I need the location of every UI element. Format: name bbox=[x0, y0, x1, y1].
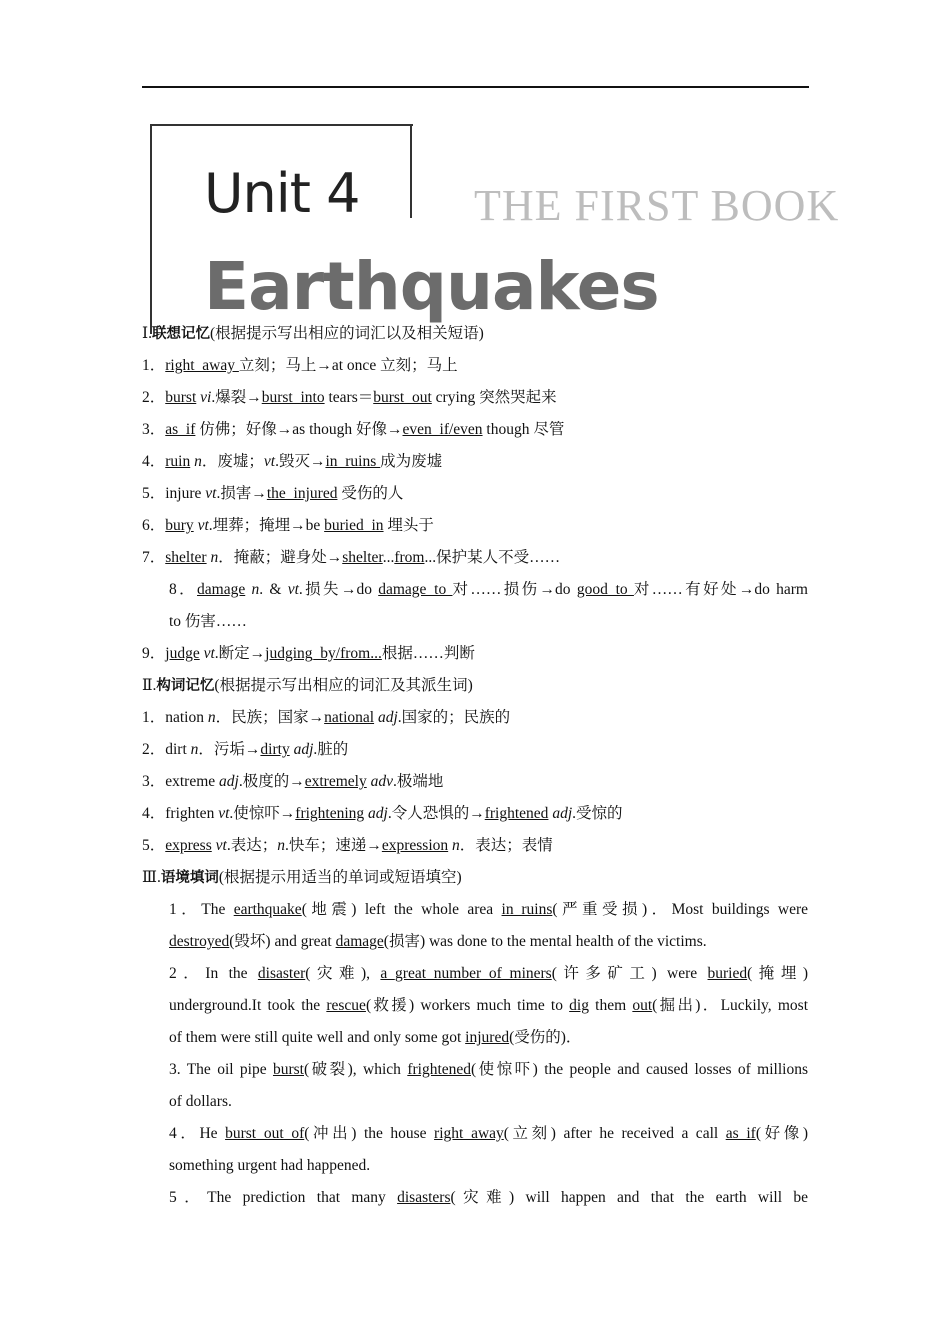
exercise-line: 2．In the disaster(灾难), a_great_number_of_miners(许多矿工) were buried(掩埋) bbox=[169, 965, 808, 982]
title-box-right-border bbox=[410, 124, 412, 218]
title-box-left-border bbox=[150, 124, 152, 334]
exercise-line: 3. The oil pipe burst(破裂), which frightened(使惊吓) the people and caused losses of millions bbox=[169, 1061, 808, 1078]
list-item: 2．dirt n．污垢→dirty adj.脏的 bbox=[142, 741, 349, 758]
list-item: 3．as_if 仿佛；好像→as though 好像→even_if/even though 尽管 bbox=[142, 421, 565, 438]
exercise-line: 4．He burst_out_of(冲出) the house right_away(立刻) after he received a call as_if(好像) bbox=[169, 1125, 809, 1142]
unit-label: Unit 4 bbox=[204, 162, 360, 225]
list-item: 4．frighten vt.使惊吓→frightening adj.令人恐惧的→frightened adj.受惊的 bbox=[142, 805, 623, 822]
header-rule bbox=[142, 86, 809, 88]
exercise-line: underground.It took the rescue(救援) workers much time to dig them out(掘出)．Luckily, most bbox=[169, 997, 808, 1014]
exercise-line: 1．The earthquake(地震) left the whole area in_ruins(严重受损)．Most buildings were bbox=[169, 901, 808, 918]
list-item-continued: to 伤害…… bbox=[169, 613, 247, 630]
exercise-line: something urgent had happened. bbox=[169, 1157, 371, 1174]
list-item: 5．injure vt.损害→the_injured 受伤的人 bbox=[142, 485, 404, 502]
list-item: 3．extreme adj.极度的→extremely adv.极端地 bbox=[142, 773, 444, 790]
title-box-top-border bbox=[150, 124, 413, 126]
section-heading-2: Ⅱ.构词记忆(根据提示写出相应的词汇及其派生词) bbox=[142, 677, 473, 694]
list-item: 4．ruin n．废墟；vt.毁灭→in_ruins 成为废墟 bbox=[142, 453, 443, 470]
list-item: 1．right_away 立刻；马上→at once 立刻；马上 bbox=[142, 357, 458, 374]
unit-title: Earthquakes bbox=[204, 248, 659, 325]
section-heading-3: Ⅲ.语境填词(根据提示用适当的单词或短语填空) bbox=[142, 869, 462, 886]
section-heading-1: Ⅰ.联想记忆(根据提示写出相应的词汇以及相关短语) bbox=[142, 325, 484, 342]
list-item: 7．shelter n．掩蔽；避身处→shelter...from...保护某人不受…… bbox=[142, 549, 561, 566]
list-item: 2．burst vi.爆裂→burst_into tears＝burst_out crying 突然哭起来 bbox=[142, 389, 557, 406]
list-item: 5．express vt.表达；n.快车；速递→expression n．表达；表情 bbox=[142, 837, 553, 854]
exercise-line: of dollars. bbox=[169, 1093, 232, 1110]
list-item: 1．nation n．民族；国家→national adj.国家的；民族的 bbox=[142, 709, 511, 726]
worksheet-body bbox=[142, 318, 808, 1214]
exercise-line: 5．The prediction that many disasters(灾难) will happen and that the earth will be bbox=[169, 1189, 808, 1206]
list-item: 8．damage n. & vt.损失→do damage_to 对……损伤→do good_to 对……有好处→do harm bbox=[169, 581, 808, 598]
list-item: 6．bury vt.埋葬；掩埋→be buried_in 埋头于 bbox=[142, 517, 434, 534]
book-label: THE FIRST BOOK bbox=[474, 181, 840, 230]
exercise-line: of them were still quite well and only some got injured(受伤的)． bbox=[169, 1029, 582, 1046]
exercise-line: destroyed(毁坏) and great damage(损害) was done to the mental health of the victims. bbox=[169, 933, 707, 950]
list-item: 9．judge vt.断定→judging_by/from...根据……判断 bbox=[142, 645, 475, 662]
